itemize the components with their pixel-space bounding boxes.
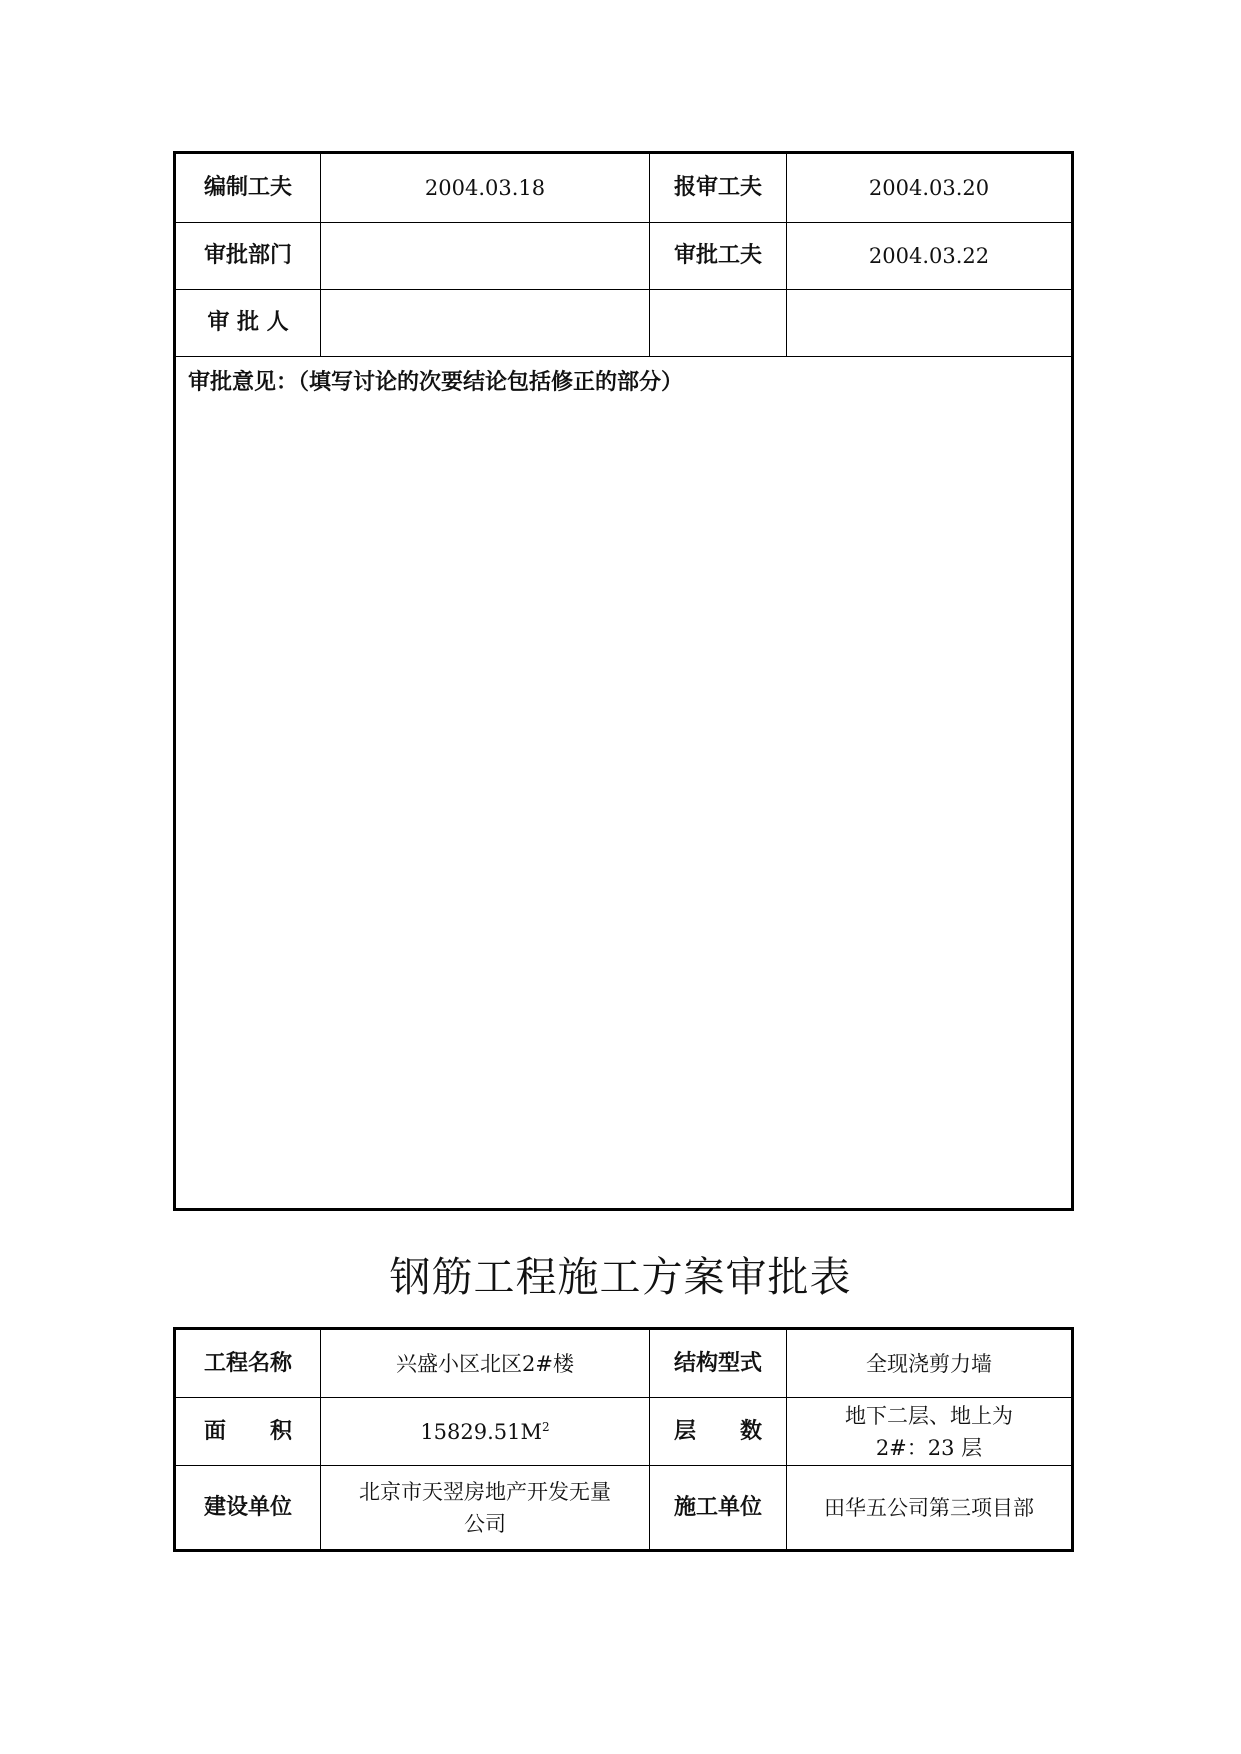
approver-label: 审 批 人 — [175, 290, 321, 357]
table-row — [175, 290, 1073, 357]
approval-opinion-label: 审批意见：（填写讨论的次要结论包括修正的部分） — [188, 370, 684, 395]
approver-extra-cell — [787, 290, 1073, 357]
builder-value-cell — [321, 1466, 650, 1551]
area-value-cell — [321, 1398, 650, 1466]
project-name-label: 工程名称 — [175, 1329, 321, 1398]
structure-type-value: 全现浇剪力墙 — [787, 1329, 1073, 1398]
document-title: 钢筋工程施工方案审批表 — [389, 1253, 852, 1301]
table-row — [175, 1329, 1073, 1398]
table-row — [175, 1466, 1073, 1551]
contractor-value: 田华五公司第三项目部 — [787, 1466, 1073, 1551]
builder-value-line: 北京市天翌房地产开发无量 — [359, 1479, 611, 1504]
floors-label: 层 数 — [650, 1398, 787, 1466]
area-unit-superscript: 2 — [542, 1419, 550, 1434]
table-row — [175, 1398, 1073, 1466]
builder-value-line: 公司 — [464, 1511, 506, 1536]
approver-value — [321, 290, 650, 357]
project-info-table — [173, 1327, 1074, 1552]
compile-date-label: 编制工夫 — [175, 153, 321, 223]
area-label: 面 积 — [175, 1398, 321, 1466]
submit-date-label: 报审工夫 — [650, 153, 787, 223]
compile-date-value: 2004.03.18 — [321, 153, 650, 223]
table-row — [175, 357, 1073, 1210]
floors-value-cell — [787, 1398, 1073, 1466]
floors-value-line: 2#：23 层 — [875, 1435, 983, 1460]
submit-date-value: 2004.03.20 — [787, 153, 1073, 223]
approval-dept-label: 审批部门 — [175, 223, 321, 290]
approval-dept-value — [321, 223, 650, 290]
contractor-label: 施工单位 — [650, 1466, 787, 1551]
structure-type-label: 结构型式 — [650, 1329, 787, 1398]
table-row — [175, 223, 1073, 290]
approver-extra-cell — [650, 290, 787, 357]
approval-date-label: 审批工夫 — [650, 223, 787, 290]
area-value: 15829.51M — [420, 1419, 543, 1444]
project-name-value: 兴盛小区北区2#楼 — [321, 1329, 650, 1398]
table-row — [175, 153, 1073, 223]
approval-details-table — [173, 151, 1074, 1211]
approval-opinion-cell — [175, 357, 1073, 1210]
builder-label: 建设单位 — [175, 1466, 321, 1551]
approval-date-value: 2004.03.22 — [787, 223, 1073, 290]
floors-value-line: 地下二层、地上为 — [845, 1403, 1013, 1428]
